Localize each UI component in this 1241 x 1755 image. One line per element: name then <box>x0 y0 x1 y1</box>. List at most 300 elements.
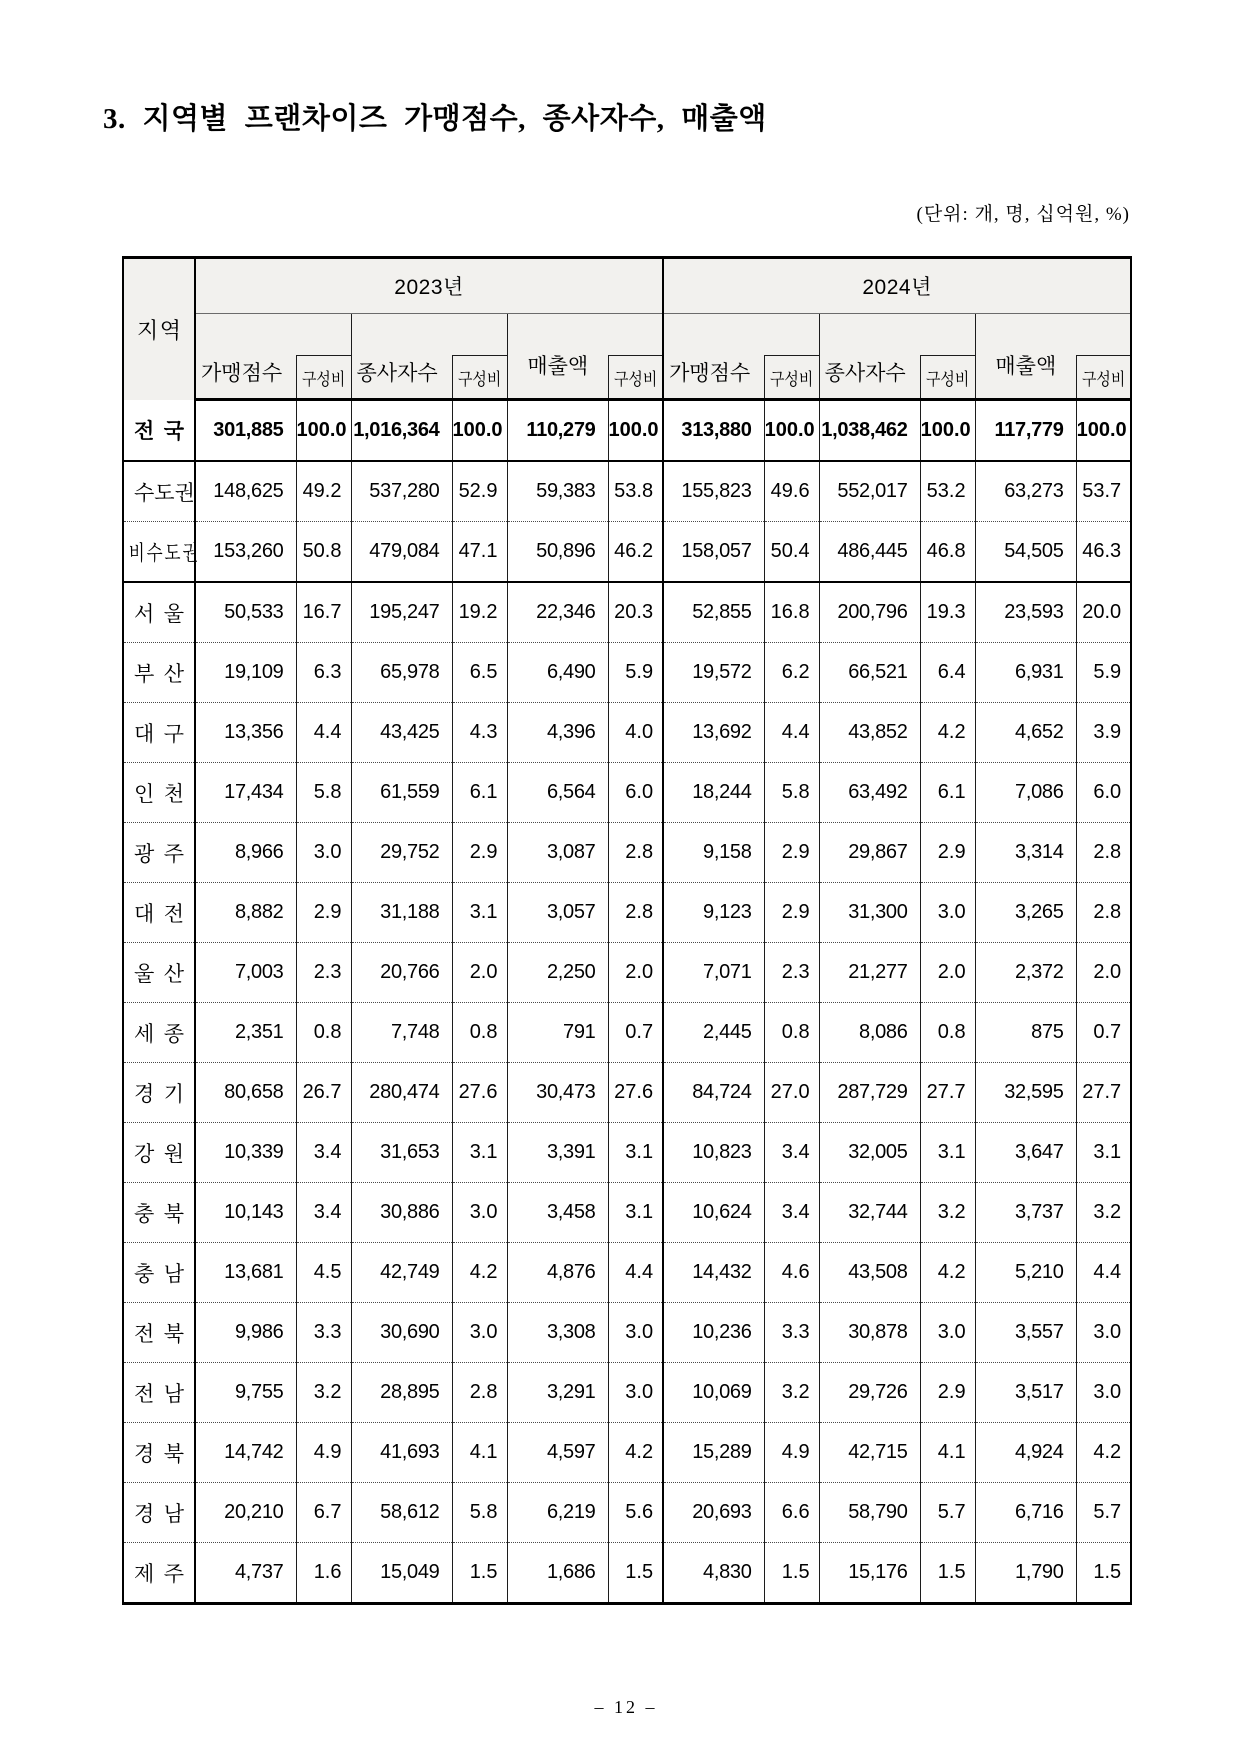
value-cell: 31,188 <box>351 883 452 943</box>
region-cell <box>123 1483 195 1543</box>
value-cell: 61,559 <box>351 763 452 823</box>
region-label: 세 종 <box>134 1022 184 1046</box>
value-cell: 46.3 <box>1076 522 1131 583</box>
value-cell: 6.1 <box>920 763 975 823</box>
region-cell <box>123 823 195 883</box>
value-cell: 5.6 <box>608 1483 663 1543</box>
value-cell: 3.0 <box>1076 1363 1131 1423</box>
col-header-y1-0: 가맹점수 <box>663 314 764 400</box>
col-header-y0-3 <box>452 314 507 400</box>
table-row <box>123 643 1131 703</box>
year-header-2023: 2023년 <box>195 258 663 314</box>
value-cell: 27.6 <box>608 1063 663 1123</box>
value-cell: 5.9 <box>1076 643 1131 703</box>
value-cell: 110,279 <box>507 400 608 462</box>
value-cell: 2.9 <box>764 883 819 943</box>
value-cell: 47.1 <box>452 522 507 583</box>
table-row <box>123 763 1131 823</box>
value-cell: 7,748 <box>351 1003 452 1063</box>
page-title: 3. 지역별 프랜차이즈 가맹점수, 종사자수, 매출액 <box>103 103 767 135</box>
pct-subheader-box: 구성비 <box>1076 355 1130 398</box>
value-cell: 3.2 <box>296 1363 351 1423</box>
value-cell: 6,931 <box>975 643 1076 703</box>
value-cell: 15,049 <box>351 1543 452 1604</box>
value-cell: 50,533 <box>195 582 296 643</box>
region-label: 수 도 권 <box>134 481 195 505</box>
value-cell: 2.0 <box>608 943 663 1003</box>
value-cell: 6,716 <box>975 1483 1076 1543</box>
table-row <box>123 703 1131 763</box>
value-cell: 3.2 <box>764 1363 819 1423</box>
value-cell: 63,273 <box>975 461 1076 522</box>
value-cell: 17,434 <box>195 763 296 823</box>
region-label: 충 남 <box>134 1262 184 1286</box>
value-cell: 6.1 <box>452 763 507 823</box>
value-cell: 2,250 <box>507 943 608 1003</box>
value-cell: 43,852 <box>819 703 920 763</box>
value-cell: 2,445 <box>663 1003 764 1063</box>
value-cell: 2.0 <box>1076 943 1131 1003</box>
region-cell <box>123 1003 195 1063</box>
value-cell: 43,508 <box>819 1243 920 1303</box>
value-cell: 4.5 <box>296 1243 351 1303</box>
value-cell: 3.4 <box>296 1183 351 1243</box>
value-cell: 4.4 <box>296 703 351 763</box>
value-cell: 4.1 <box>920 1423 975 1483</box>
value-cell: 50,896 <box>507 522 608 583</box>
value-cell: 4.0 <box>608 703 663 763</box>
value-cell: 1.5 <box>920 1543 975 1604</box>
region-cell <box>123 1303 195 1363</box>
value-cell: 19.3 <box>920 582 975 643</box>
value-cell: 84,724 <box>663 1063 764 1123</box>
table-row <box>123 1303 1131 1363</box>
value-cell: 3.1 <box>1076 1123 1131 1183</box>
value-cell: 42,715 <box>819 1423 920 1483</box>
region-label: 비 수 도 권 <box>128 541 199 565</box>
value-cell: 23,593 <box>975 582 1076 643</box>
value-cell: 20,693 <box>663 1483 764 1543</box>
value-cell: 3.9 <box>1076 703 1131 763</box>
unit-note: (단위: 개, 명, 십억원, %) <box>916 204 1130 225</box>
region-cell <box>123 461 195 522</box>
value-cell: 6.7 <box>296 1483 351 1543</box>
value-cell: 18,244 <box>663 763 764 823</box>
region-label: 경 북 <box>134 1442 184 1466</box>
value-cell: 3.0 <box>296 823 351 883</box>
value-cell: 100.0 <box>1076 400 1131 462</box>
region-label: 경 남 <box>134 1502 184 1526</box>
value-cell: 6.6 <box>764 1483 819 1543</box>
region-cell <box>123 1183 195 1243</box>
value-cell: 65,978 <box>351 643 452 703</box>
value-cell: 46.2 <box>608 522 663 583</box>
value-cell: 1,038,462 <box>819 400 920 462</box>
value-cell: 4.1 <box>452 1423 507 1483</box>
value-cell: 66,521 <box>819 643 920 703</box>
table-row <box>123 823 1131 883</box>
value-cell: 58,612 <box>351 1483 452 1543</box>
value-cell: 3.0 <box>452 1183 507 1243</box>
pct-subheader-box: 구성비 <box>920 355 975 398</box>
region-label: 전 국 <box>134 419 184 443</box>
value-cell: 19,572 <box>663 643 764 703</box>
value-cell: 3.1 <box>608 1123 663 1183</box>
table-row <box>123 1483 1131 1543</box>
value-cell: 1.5 <box>452 1543 507 1604</box>
value-cell: 32,005 <box>819 1123 920 1183</box>
region-cell <box>123 400 195 462</box>
region-cell <box>123 1363 195 1423</box>
value-cell: 10,823 <box>663 1123 764 1183</box>
value-cell: 2.0 <box>452 943 507 1003</box>
value-cell: 1.5 <box>608 1543 663 1604</box>
value-cell: 4,830 <box>663 1543 764 1604</box>
value-cell: 1.5 <box>764 1543 819 1604</box>
value-cell: 29,752 <box>351 823 452 883</box>
value-cell: 13,356 <box>195 703 296 763</box>
value-cell: 3.0 <box>452 1303 507 1363</box>
value-cell: 1,686 <box>507 1543 608 1604</box>
value-cell: 3,737 <box>975 1183 1076 1243</box>
value-cell: 13,681 <box>195 1243 296 1303</box>
col-header-y1-3 <box>920 314 975 400</box>
value-cell: 26.7 <box>296 1063 351 1123</box>
value-cell: 100.0 <box>452 400 507 462</box>
value-cell: 2.9 <box>920 823 975 883</box>
region-label: 울 산 <box>134 962 184 986</box>
value-cell: 3,308 <box>507 1303 608 1363</box>
value-cell: 4.2 <box>608 1423 663 1483</box>
value-cell: 2.8 <box>1076 883 1131 943</box>
value-cell: 155,823 <box>663 461 764 522</box>
value-cell: 4.4 <box>1076 1243 1131 1303</box>
value-cell: 5.8 <box>296 763 351 823</box>
value-cell: 4,876 <box>507 1243 608 1303</box>
value-cell: 2.0 <box>920 943 975 1003</box>
value-cell: 2.8 <box>1076 823 1131 883</box>
value-cell: 4.2 <box>452 1243 507 1303</box>
value-cell: 6,219 <box>507 1483 608 1543</box>
value-cell: 280,474 <box>351 1063 452 1123</box>
value-cell: 31,653 <box>351 1123 452 1183</box>
value-cell: 1.5 <box>1076 1543 1131 1604</box>
value-cell: 3.0 <box>920 1303 975 1363</box>
value-cell: 287,729 <box>819 1063 920 1123</box>
value-cell: 3,265 <box>975 883 1076 943</box>
table-row <box>123 1243 1131 1303</box>
value-cell: 7,003 <box>195 943 296 1003</box>
value-cell: 6.3 <box>296 643 351 703</box>
value-cell: 2.9 <box>764 823 819 883</box>
value-cell: 3.4 <box>296 1123 351 1183</box>
value-cell: 21,277 <box>819 943 920 1003</box>
value-cell: 3.2 <box>1076 1183 1131 1243</box>
value-cell: 5.7 <box>920 1483 975 1543</box>
value-cell: 6.4 <box>920 643 975 703</box>
value-cell: 4,597 <box>507 1423 608 1483</box>
value-cell: 537,280 <box>351 461 452 522</box>
value-cell: 158,057 <box>663 522 764 583</box>
value-cell: 2.8 <box>608 823 663 883</box>
value-cell: 4.9 <box>296 1423 351 1483</box>
value-cell: 2.3 <box>296 943 351 1003</box>
value-cell: 0.7 <box>1076 1003 1131 1063</box>
value-cell: 195,247 <box>351 582 452 643</box>
value-cell: 875 <box>975 1003 1076 1063</box>
col-header-y0-0: 가맹점수 <box>195 314 296 400</box>
value-cell: 29,726 <box>819 1363 920 1423</box>
region-header-cell <box>123 258 195 400</box>
value-cell: 3.0 <box>608 1303 663 1363</box>
value-cell: 2,372 <box>975 943 1076 1003</box>
table-row <box>123 1003 1131 1063</box>
value-cell: 4.4 <box>608 1243 663 1303</box>
value-cell: 14,742 <box>195 1423 296 1483</box>
value-cell: 3,391 <box>507 1123 608 1183</box>
value-cell: 3.1 <box>920 1123 975 1183</box>
value-cell: 5,210 <box>975 1243 1076 1303</box>
value-cell: 6.0 <box>1076 763 1131 823</box>
value-cell: 7,086 <box>975 763 1076 823</box>
value-cell: 0.7 <box>608 1003 663 1063</box>
region-header-char: 역 <box>159 317 181 343</box>
value-cell: 486,445 <box>819 522 920 583</box>
value-cell: 9,158 <box>663 823 764 883</box>
value-cell: 2,351 <box>195 1003 296 1063</box>
value-cell: 15,289 <box>663 1423 764 1483</box>
pct-subheader-box: 구성비 <box>764 355 819 398</box>
value-cell: 20.0 <box>1076 582 1131 643</box>
value-cell: 8,882 <box>195 883 296 943</box>
value-cell: 479,084 <box>351 522 452 583</box>
table-year-row <box>123 258 1131 314</box>
region-cell <box>123 763 195 823</box>
value-cell: 1,790 <box>975 1543 1076 1604</box>
value-cell: 3,557 <box>975 1303 1076 1363</box>
pct-subheader-box: 구성비 <box>608 355 662 398</box>
value-cell: 100.0 <box>608 400 663 462</box>
value-cell: 6,490 <box>507 643 608 703</box>
value-cell: 43,425 <box>351 703 452 763</box>
table-row <box>123 1183 1131 1243</box>
value-cell: 3.1 <box>608 1183 663 1243</box>
value-cell: 3,517 <box>975 1363 1076 1423</box>
value-cell: 3.1 <box>452 883 507 943</box>
value-cell: 4.2 <box>920 1243 975 1303</box>
col-header-y1-5 <box>1076 314 1131 400</box>
table-row <box>123 461 1131 522</box>
value-cell: 27.7 <box>1076 1063 1131 1123</box>
region-label: 제 주 <box>134 1562 184 1586</box>
table-row <box>123 943 1131 1003</box>
value-cell: 10,236 <box>663 1303 764 1363</box>
value-cell: 100.0 <box>764 400 819 462</box>
region-label: 대 전 <box>134 902 184 926</box>
value-cell: 3,291 <box>507 1363 608 1423</box>
region-label: 전 남 <box>134 1382 184 1406</box>
col-header-y1-1 <box>764 314 819 400</box>
value-cell: 10,069 <box>663 1363 764 1423</box>
value-cell: 2.9 <box>296 883 351 943</box>
value-cell: 2.9 <box>920 1363 975 1423</box>
value-cell: 4,396 <box>507 703 608 763</box>
value-cell: 7,071 <box>663 943 764 1003</box>
value-cell: 3,087 <box>507 823 608 883</box>
value-cell: 148,625 <box>195 461 296 522</box>
value-cell: 52.9 <box>452 461 507 522</box>
region-cell <box>123 883 195 943</box>
value-cell: 30,473 <box>507 1063 608 1123</box>
value-cell: 6.0 <box>608 763 663 823</box>
col-header-y1-4: 매출액 <box>975 314 1076 400</box>
value-cell: 4.4 <box>764 703 819 763</box>
value-cell: 8,086 <box>819 1003 920 1063</box>
value-cell: 153,260 <box>195 522 296 583</box>
value-cell: 52,855 <box>663 582 764 643</box>
value-cell: 3.0 <box>1076 1303 1131 1363</box>
value-cell: 3,647 <box>975 1123 1076 1183</box>
value-cell: 2.8 <box>608 883 663 943</box>
region-cell <box>123 522 199 583</box>
value-cell: 1.6 <box>296 1543 351 1604</box>
value-cell: 3.1 <box>452 1123 507 1183</box>
value-cell: 27.6 <box>452 1063 507 1123</box>
value-cell: 4,737 <box>195 1543 296 1604</box>
region-cell <box>123 1243 195 1303</box>
table-row <box>123 582 1131 643</box>
pct-subheader-box: 구성비 <box>452 355 507 398</box>
value-cell: 15,176 <box>819 1543 920 1604</box>
region-cell <box>123 582 195 643</box>
value-cell: 4.6 <box>764 1243 819 1303</box>
value-cell: 4.2 <box>1076 1423 1131 1483</box>
year-header-2024: 2024년 <box>663 258 1131 314</box>
value-cell: 9,123 <box>663 883 764 943</box>
value-cell: 200,796 <box>819 582 920 643</box>
value-cell: 6,564 <box>507 763 608 823</box>
value-cell: 4.3 <box>452 703 507 763</box>
region-label: 광 주 <box>134 842 184 866</box>
region-label: 강 원 <box>134 1142 184 1166</box>
value-cell: 16.8 <box>764 582 819 643</box>
value-cell: 100.0 <box>296 400 351 462</box>
value-cell: 32,595 <box>975 1063 1076 1123</box>
value-cell: 100.0 <box>920 400 975 462</box>
value-cell: 0.8 <box>452 1003 507 1063</box>
value-cell: 4,652 <box>975 703 1076 763</box>
value-cell: 4,924 <box>975 1423 1076 1483</box>
value-cell: 27.7 <box>920 1063 975 1123</box>
region-cell <box>123 943 195 1003</box>
pct-subheader-box: 구성비 <box>296 355 351 398</box>
value-cell: 49.6 <box>764 461 819 522</box>
value-cell: 3,057 <box>507 883 608 943</box>
region-cell <box>123 1123 195 1183</box>
value-cell: 313,880 <box>663 400 764 462</box>
table-row <box>123 883 1131 943</box>
region-cell <box>123 1543 195 1604</box>
table-row <box>123 400 1131 462</box>
value-cell: 46.8 <box>920 522 975 583</box>
table-row <box>123 1063 1131 1123</box>
region-label: 부 산 <box>134 662 184 686</box>
value-cell: 80,658 <box>195 1063 296 1123</box>
col-header-y0-5 <box>608 314 663 400</box>
value-cell: 20,210 <box>195 1483 296 1543</box>
region-cell <box>123 703 195 763</box>
col-header-y1-2: 종사자수 <box>819 314 920 400</box>
value-cell: 8,966 <box>195 823 296 883</box>
value-cell: 30,878 <box>819 1303 920 1363</box>
value-cell: 20.3 <box>608 582 663 643</box>
value-cell: 9,755 <box>195 1363 296 1423</box>
region-header-char: 지 <box>137 317 159 343</box>
value-cell: 552,017 <box>819 461 920 522</box>
value-cell: 14,432 <box>663 1243 764 1303</box>
value-cell: 32,744 <box>819 1183 920 1243</box>
page-number: – 12 – <box>594 1697 658 1717</box>
value-cell: 19,109 <box>195 643 296 703</box>
value-cell: 3.4 <box>764 1183 819 1243</box>
table-row <box>123 1363 1131 1423</box>
col-header-y0-2: 종사자수 <box>351 314 452 400</box>
col-header-y0-4: 매출액 <box>507 314 608 400</box>
value-cell: 13,692 <box>663 703 764 763</box>
value-cell: 49.2 <box>296 461 351 522</box>
value-cell: 10,339 <box>195 1123 296 1183</box>
value-cell: 6.5 <box>452 643 507 703</box>
value-cell: 30,690 <box>351 1303 452 1363</box>
col-header-y0-1 <box>296 314 351 400</box>
table-header <box>123 258 1131 400</box>
value-cell: 27.0 <box>764 1063 819 1123</box>
value-cell: 53.7 <box>1076 461 1131 522</box>
value-cell: 50.4 <box>764 522 819 583</box>
value-cell: 3,458 <box>507 1183 608 1243</box>
region-label: 대 구 <box>134 722 184 746</box>
value-cell: 5.9 <box>608 643 663 703</box>
value-cell: 0.8 <box>920 1003 975 1063</box>
value-cell: 59,383 <box>507 461 608 522</box>
table-row <box>123 1123 1131 1183</box>
value-cell: 2.8 <box>452 1363 507 1423</box>
value-cell: 10,624 <box>663 1183 764 1243</box>
value-cell: 4.2 <box>920 703 975 763</box>
region-cell <box>123 643 195 703</box>
value-cell: 41,693 <box>351 1423 452 1483</box>
value-cell: 3.4 <box>764 1123 819 1183</box>
value-cell: 3,314 <box>975 823 1076 883</box>
value-cell: 3.0 <box>608 1363 663 1423</box>
value-cell: 791 <box>507 1003 608 1063</box>
table-row <box>123 1423 1131 1483</box>
table-row <box>123 522 1131 583</box>
value-cell: 0.8 <box>764 1003 819 1063</box>
value-cell: 9,986 <box>195 1303 296 1363</box>
region-label: 서 울 <box>134 602 184 626</box>
region-label: 충 북 <box>134 1202 184 1226</box>
value-cell: 6.2 <box>764 643 819 703</box>
value-cell: 28,895 <box>351 1363 452 1423</box>
value-cell: 1,016,364 <box>351 400 452 462</box>
value-cell: 54,505 <box>975 522 1076 583</box>
value-cell: 117,779 <box>975 400 1076 462</box>
value-cell: 53.8 <box>608 461 663 522</box>
value-cell: 19.2 <box>452 582 507 643</box>
value-cell: 63,492 <box>819 763 920 823</box>
value-cell: 3.0 <box>920 883 975 943</box>
